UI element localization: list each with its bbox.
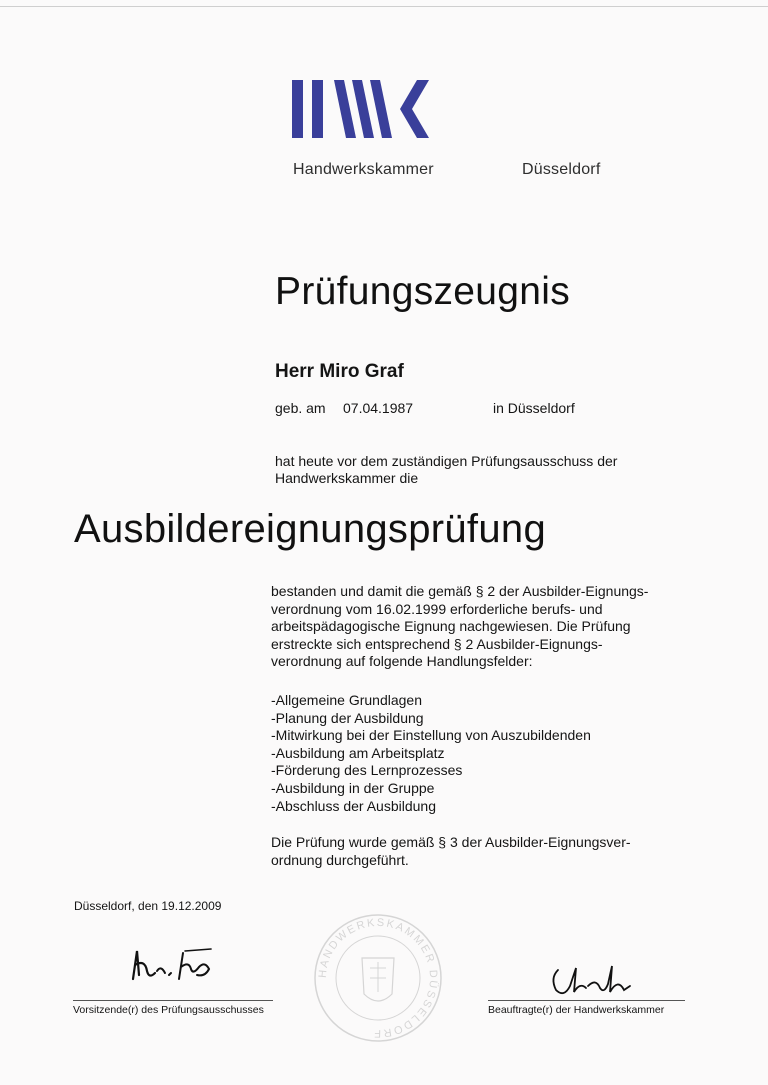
closing-line: ordnung durchgeführt. [271, 852, 409, 868]
hwk-logo-icon [292, 78, 432, 140]
place-and-date: Düsseldorf, den 19.12.2009 [74, 899, 222, 913]
official-seal-icon [312, 912, 444, 1044]
body-line: verordnung auf folgende Handlungsfelder: [271, 653, 533, 669]
list-item: -Allgemeine Grundlagen [271, 692, 422, 708]
certificate-title: Prüfungszeugnis [275, 270, 571, 313]
intro-line: hat heute vor dem zuständigen Prüfungsausschuss der [275, 453, 618, 469]
birth-date: 07.04.1987 [343, 400, 414, 416]
body-line: verordnung vom 16.02.1999 erforderliche berufs- und [271, 600, 603, 617]
chairperson-signature-label: Vorsitzende(r) des Prüfungsausschusses [73, 1004, 264, 1016]
list-item: -Ausbildung am Arbeitsplatz [271, 744, 445, 761]
chairperson-signature-icon [125, 945, 215, 985]
person-name: Herr Miro Graf [275, 361, 404, 382]
organization-name: Handwerkskammer [293, 161, 434, 178]
list-item: -Planung der Ausbildung [271, 709, 424, 726]
seal-text: HANDWERKSKAMMER DÜSSELDORF [316, 916, 440, 1040]
list-item: -Abschluss der Ausbildung [271, 797, 436, 814]
birth-place: in Düsseldorf [493, 400, 575, 416]
body-text [271, 583, 711, 671]
list-item: -Ausbildung in der Gruppe [271, 779, 435, 796]
birth-label: geb. am [275, 400, 326, 416]
signature-line-right [488, 1000, 685, 1001]
intro-line: Handwerkskammer die [275, 470, 419, 486]
organization-city: Düsseldorf [522, 161, 601, 178]
body-line: arbeitspädagogische Eignung nachgewiesen. Die Prüfung [271, 618, 631, 634]
list-item: -Förderung des Lernprozesses [271, 762, 463, 779]
action-fields-list [271, 692, 591, 815]
closing-line: Die Prüfung wurde gemäß § 3 der Ausbilder-Eignungsver- [271, 834, 631, 850]
closing-text [271, 833, 711, 869]
body-line: bestanden und damit die gemäß § 2 der Ausbilder-Eignungs- [271, 583, 649, 599]
top-border-line [0, 6, 768, 7]
list-item: -Mitwirkung bei der Einstellung von Auszubildenden [271, 727, 591, 744]
exam-name: Ausbildereignungsprüfung [74, 507, 546, 551]
representative-signature-label: Beauftragte(r) der Handwerkskammer [488, 1004, 665, 1016]
intro-text [275, 453, 695, 487]
body-line: erstreckte sich entsprechend § 2 Ausbilder-Eignungs- [271, 635, 603, 652]
representative-signature-icon [546, 960, 636, 1000]
signature-line-left [73, 1000, 273, 1001]
